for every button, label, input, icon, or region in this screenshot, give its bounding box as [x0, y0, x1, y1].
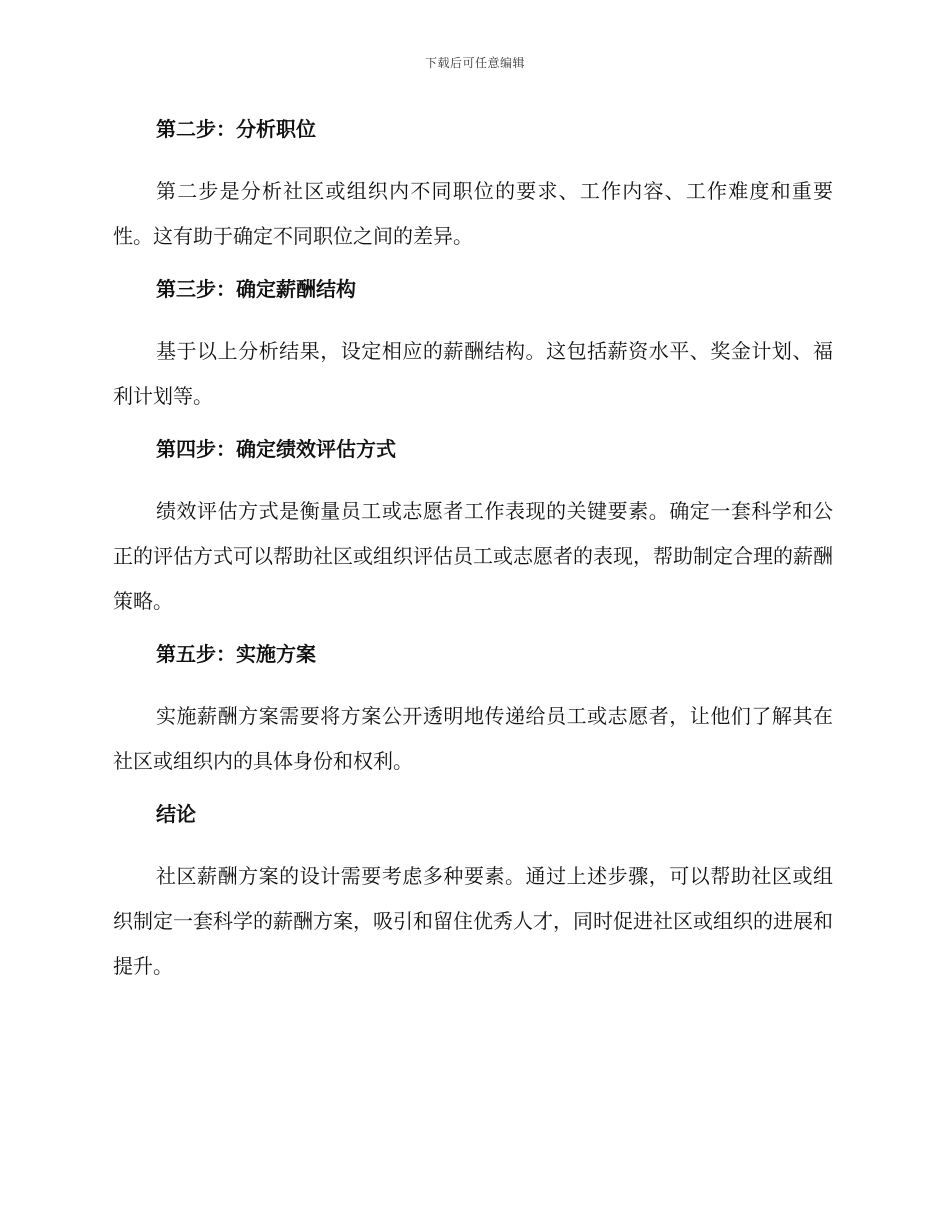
section-paragraph: 基于以上分析结果，设定相应的薪酬结构。这包括薪资水平、奖金计划、福利计划等。: [113, 339, 833, 408]
section-heading: 结论: [156, 802, 196, 826]
section-heading: 第二步：分析职位: [156, 117, 316, 141]
section-paragraph: 绩效评估方式是衡量员工或志愿者工作表现的关键要素。确定一套科学和公正的评估方式可以帮助社区或组织评估员工或志愿者的表现，帮助制定合理的薪酬策略。: [113, 499, 833, 613]
section-heading: 第三步：确定薪酬结构: [156, 277, 356, 301]
section-paragraph: 实施薪酬方案需要将方案公开透明地传递给员工或志愿者，让他们了解其在社区或组织内的具体身份和权利。: [113, 704, 833, 773]
page-header: 下载后可任意编辑: [424, 56, 525, 70]
section-step-three: [113, 272, 833, 419]
section-step-two: [113, 112, 833, 259]
section-heading: 第五步：实施方案: [156, 642, 316, 666]
section-step-five: [113, 637, 833, 784]
section-conclusion: [113, 797, 833, 989]
section-heading: 第四步：确定绩效评估方式: [156, 437, 396, 461]
section-paragraph: 社区薪酬方案的设计需要考虑多种要素。通过上述步骤，可以帮助社区或组织制定一套科学的薪酬方案，吸引和留住优秀人才，同时促进社区或组织的进展和提升。: [113, 864, 833, 978]
section-paragraph: 第二步是分析社区或组织内不同职位的要求、工作内容、工作难度和重要性。这有助于确定不同职位之间的差异。: [113, 179, 833, 248]
document-body: [113, 112, 833, 1002]
section-step-four: [113, 432, 833, 624]
